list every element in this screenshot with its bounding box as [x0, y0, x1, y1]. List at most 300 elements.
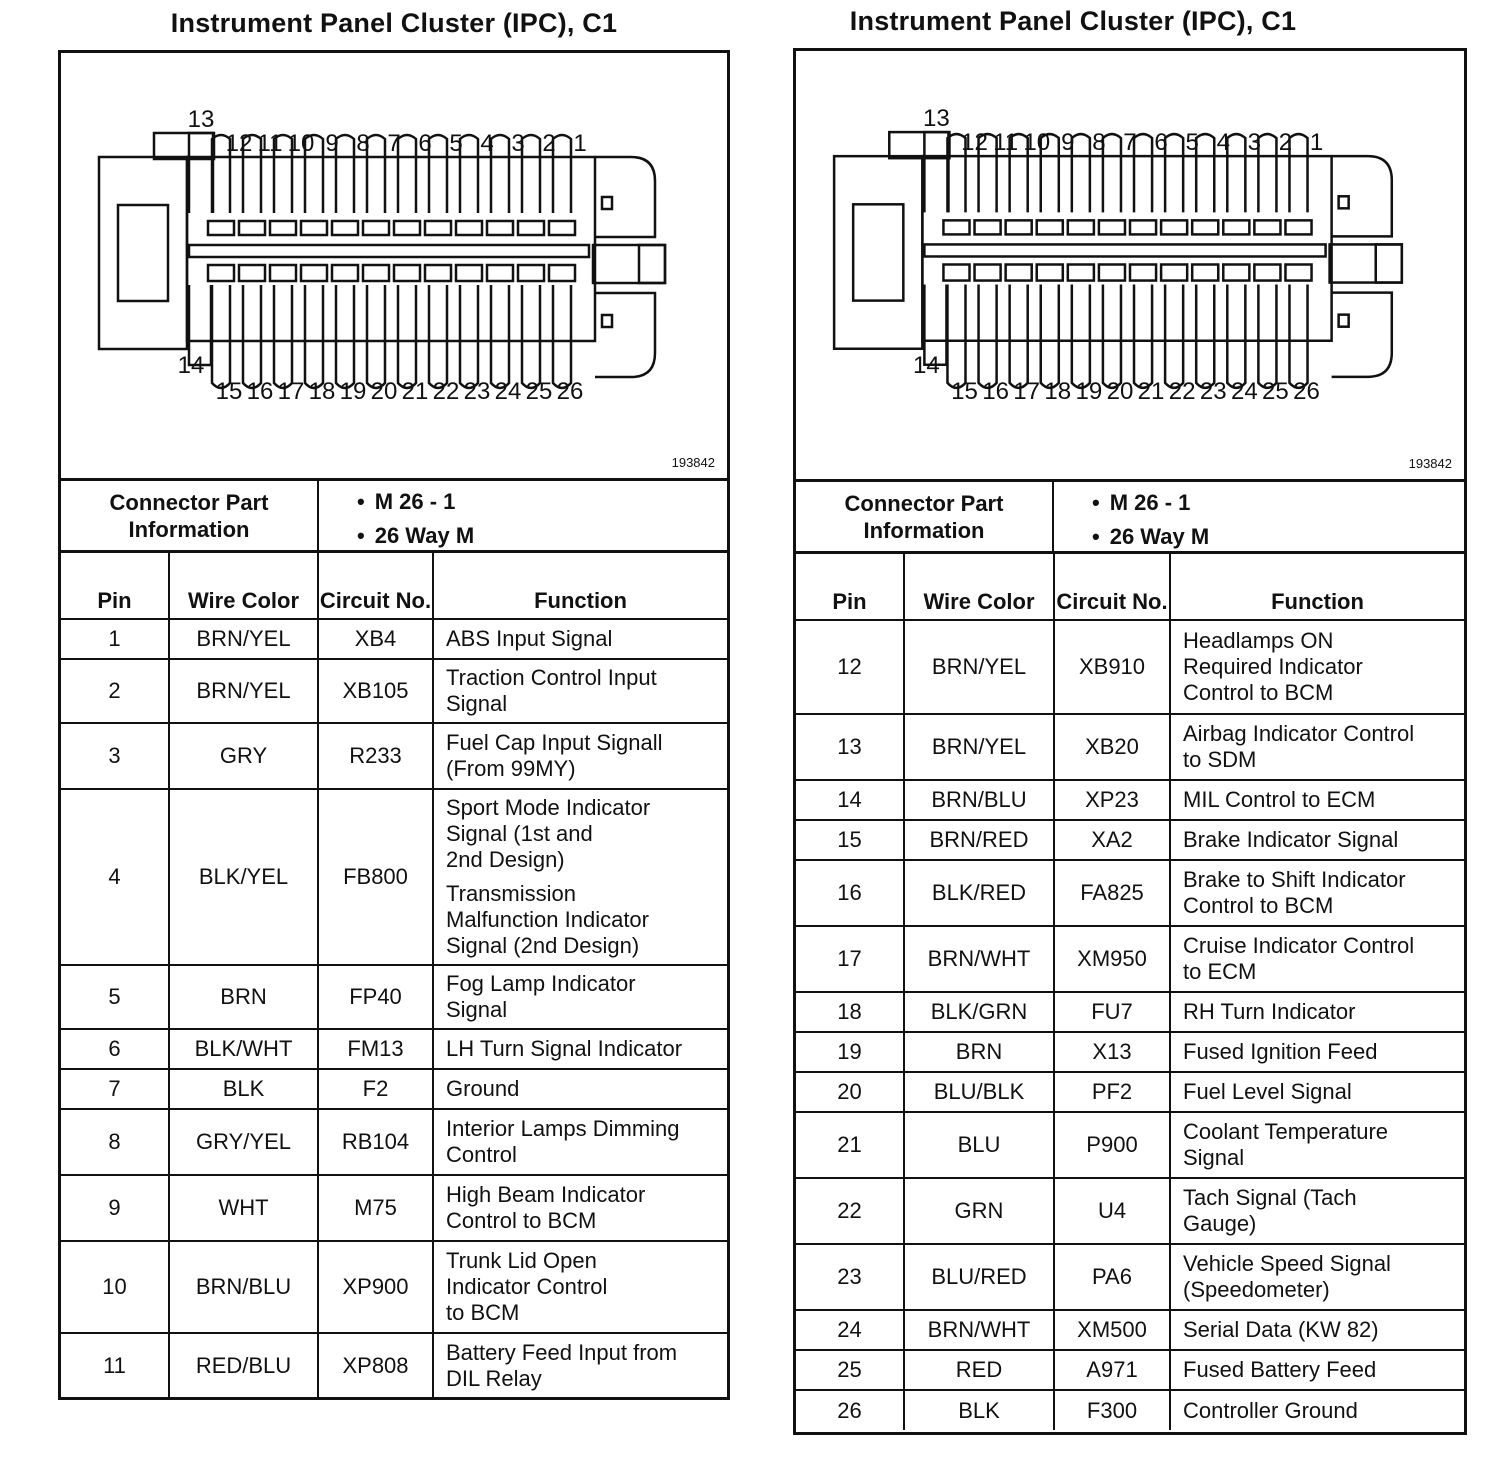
- pin-label-top: 10: [1023, 129, 1051, 157]
- terminal-bottom: [1258, 285, 1276, 388]
- wire-color-cell: BRN/WHT: [904, 926, 1054, 992]
- function-line: Serial Data (KW 82): [1183, 1317, 1379, 1342]
- wire-color-cell: GRY/YEL: [169, 1109, 318, 1175]
- circuit-cell: RB104: [318, 1109, 433, 1175]
- terminal-13: [189, 133, 213, 213]
- pin-cell: 2: [61, 659, 169, 723]
- circuit-cell: XB910: [1054, 620, 1170, 714]
- cavity-bottom: [1130, 264, 1156, 280]
- table-row: [61, 1333, 727, 1397]
- pin-label-13: 13: [923, 105, 950, 133]
- pin-label-bottom: 26: [556, 378, 584, 405]
- wire-color-cell: BRN/BLU: [169, 1241, 318, 1333]
- function-cell: [433, 619, 727, 659]
- wire-color-cell: BLK: [904, 1390, 1054, 1430]
- function-line: to BCM: [446, 1300, 520, 1325]
- function-line: MIL Control to ECM: [1183, 787, 1376, 812]
- pin-label-top: 5: [449, 130, 463, 157]
- header-circuit: Circuit No.: [1054, 554, 1170, 620]
- connector-info-row: [61, 481, 727, 553]
- function-line: 2nd Design): [446, 847, 565, 872]
- pin-cell: 1: [61, 619, 169, 659]
- circuit-cell: M75: [318, 1175, 433, 1241]
- wire-color-cell: BRN: [904, 1032, 1054, 1072]
- function-line: Fused Ignition Feed: [1183, 1039, 1378, 1064]
- header-wire-color: Wire Color: [169, 553, 318, 619]
- cavity-bottom: [456, 265, 482, 281]
- cavity-bottom: [1068, 264, 1094, 280]
- table-row: [796, 926, 1464, 992]
- function-cell: [1170, 1244, 1464, 1310]
- pin-cell: 15: [796, 820, 904, 860]
- circuit-cell: P900: [1054, 1112, 1170, 1178]
- pin-table: [61, 553, 727, 1397]
- terminal-bottom: [460, 285, 478, 388]
- wire-color-cell: BRN/RED: [904, 820, 1054, 860]
- housing-left: [99, 157, 187, 349]
- function-cell: [1170, 1112, 1464, 1178]
- function-line: Signal: [446, 997, 508, 1022]
- circuit-cell: PA6: [1054, 1244, 1170, 1310]
- wire-color-cell: BLK/YEL: [169, 789, 318, 965]
- function-line: Sport Mode Indicator: [446, 795, 651, 820]
- wire-color-cell: BRN/YEL: [169, 659, 318, 723]
- key-mark-bottom: [602, 315, 612, 327]
- wire-color-cell: BLU/RED: [904, 1244, 1054, 1310]
- wire-color-cell: BRN/BLU: [904, 780, 1054, 820]
- function-cell: [433, 1241, 727, 1333]
- cavity-bottom: [332, 265, 358, 281]
- header-pin: Pin: [796, 554, 904, 620]
- connector-diagram-area: [796, 51, 1464, 482]
- connector-info-label: Connector Part Information: [61, 481, 319, 550]
- terminal-top: [1072, 134, 1090, 212]
- cavity-bottom: [1161, 264, 1187, 280]
- hood-bottom: [1332, 293, 1392, 377]
- pin-label-top: 5: [1185, 129, 1199, 157]
- function-line: Gauge): [1183, 1211, 1257, 1236]
- pin-label-top: 7: [1123, 129, 1137, 157]
- pin-cell: 4: [61, 789, 169, 965]
- function-cell: [433, 1029, 727, 1069]
- pin-cell: 9: [61, 1175, 169, 1241]
- header-pin: Pin: [61, 553, 169, 619]
- wire-color-cell: RED: [904, 1350, 1054, 1390]
- terminal-bottom: [1010, 285, 1028, 388]
- pin-cell: 7: [61, 1069, 169, 1109]
- pin-label-top: 1: [1309, 129, 1324, 157]
- pin-table-body: [61, 619, 727, 1397]
- connector-type: • M 26 - 1: [1092, 486, 1209, 520]
- function-cell: [433, 723, 727, 789]
- function-line: RH Turn Indicator: [1183, 999, 1356, 1024]
- function-cell: [433, 965, 727, 1029]
- key-mark-top: [602, 197, 612, 209]
- terminal-bottom: [429, 285, 447, 388]
- cavity-bottom: [1037, 264, 1063, 280]
- key-tab: [639, 245, 665, 283]
- function-cell: [433, 789, 727, 965]
- function-line: Tach Signal (Tach: [1183, 1185, 1357, 1210]
- figure-id: 193842: [1408, 456, 1452, 471]
- cavity-top: [1099, 220, 1125, 234]
- pin-label-bottom: 16: [246, 378, 274, 405]
- terminal-top: [1134, 134, 1152, 212]
- terminal-top: [491, 135, 509, 213]
- circuit-cell: FB800: [318, 789, 433, 965]
- circuit-cell: XP808: [318, 1333, 433, 1397]
- connector-body: [99, 133, 665, 388]
- pin-cell: 14: [796, 780, 904, 820]
- pin-label-top: 11: [257, 130, 283, 157]
- circuit-cell: R233: [318, 723, 433, 789]
- cavity-top: [1285, 220, 1311, 234]
- table-row: [796, 1032, 1464, 1072]
- circuit-cell: PF2: [1054, 1072, 1170, 1112]
- wire-color-cell: BRN/WHT: [904, 1310, 1054, 1350]
- key-block: [1330, 244, 1402, 282]
- cavity-top: [487, 221, 513, 235]
- terminal-top: [1196, 134, 1214, 212]
- cavity-top: [394, 221, 420, 235]
- wire-color-cell: GRN: [904, 1178, 1054, 1244]
- connector-type: • M 26 - 1: [357, 485, 474, 519]
- table-row: [796, 1390, 1464, 1430]
- wire-color-cell: BRN/YEL: [169, 619, 318, 659]
- latch-tab: [154, 133, 214, 159]
- terminal-13: [924, 132, 948, 212]
- pin-cell: 23: [796, 1244, 904, 1310]
- cavity-bottom: [425, 265, 451, 281]
- terminal-top: [429, 135, 447, 213]
- function-cell: [1170, 1310, 1464, 1350]
- cavity-top: [1068, 220, 1094, 234]
- circuit-cell: XB4: [318, 619, 433, 659]
- function-cell: [1170, 1032, 1464, 1072]
- function-cell: [1170, 1072, 1464, 1112]
- wire-color-cell: BLK: [169, 1069, 318, 1109]
- circuit-cell: A971: [1054, 1350, 1170, 1390]
- table-row: [61, 1069, 727, 1109]
- cavity-bottom: [1285, 264, 1311, 280]
- terminal-top: [367, 135, 385, 213]
- terminal-bottom: [1103, 285, 1121, 388]
- pin-label-top: 7: [387, 130, 401, 157]
- function-line: Fused Battery Feed: [1183, 1357, 1377, 1382]
- cavity-bottom: [208, 265, 234, 281]
- wire-color-cell: RED/BLU: [169, 1333, 318, 1397]
- function-cell: [433, 1069, 727, 1109]
- function-cell: [1170, 1390, 1464, 1430]
- table-row: [61, 1109, 727, 1175]
- function-line: Airbag Indicator Control: [1183, 721, 1415, 746]
- function-line: to ECM: [1183, 959, 1257, 984]
- function-cell: [1170, 860, 1464, 926]
- header-circuit: Circuit No.: [318, 553, 433, 619]
- key-tab: [1376, 244, 1402, 282]
- table-row: [796, 1350, 1464, 1390]
- pin-label-bottom: 20: [1106, 377, 1134, 405]
- terminal-bottom: [1227, 285, 1245, 388]
- cavity-top: [270, 221, 296, 235]
- function-line: ABS Input Signal: [446, 626, 613, 651]
- function-line: Transmission: [446, 881, 576, 906]
- figure-id: 193842: [671, 455, 715, 470]
- connector-diagram-area: [61, 53, 727, 481]
- pin-label-top: 2: [542, 130, 556, 157]
- function-cell: [433, 659, 727, 723]
- connector-card: [793, 48, 1467, 1435]
- function-line: Battery Feed Input from: [446, 1339, 678, 1365]
- table-row: [61, 723, 727, 789]
- table-row: [61, 1175, 727, 1241]
- terminal-top: [1165, 134, 1183, 212]
- housing-window: [118, 205, 168, 301]
- function-cell: [1170, 620, 1464, 714]
- function-line: Coolant Temperature: [1183, 1119, 1389, 1144]
- table-row: [796, 992, 1464, 1032]
- pin-label-bottom: 20: [370, 378, 398, 405]
- function-line: Ground: [446, 1076, 520, 1101]
- terminal-top: [398, 135, 416, 213]
- table-row: [796, 780, 1464, 820]
- center-rail: [189, 245, 589, 257]
- terminal-bottom: [1072, 285, 1090, 388]
- hood-bottom: [595, 293, 655, 377]
- terminal-bottom: [243, 285, 261, 388]
- circuit-cell: XM950: [1054, 926, 1170, 992]
- function-line: Fuel Cap Input Signall: [446, 730, 663, 755]
- connector-ways: • 26 Way M: [1092, 520, 1209, 554]
- circuit-cell: XP900: [318, 1241, 433, 1333]
- function-line: Brake to Shift Indicator: [1183, 867, 1406, 892]
- function-line: Signal: [446, 691, 508, 716]
- function-cell: [1170, 714, 1464, 780]
- cavity-bottom: [549, 265, 575, 281]
- terminal-top: [553, 135, 571, 213]
- connector-shell: [922, 156, 1331, 341]
- right-panel: [793, 0, 1467, 1435]
- function-line: DIL Relay: [446, 1365, 542, 1391]
- function-line: Signal (2nd Design): [446, 933, 640, 958]
- wire-color-cell: BLK/GRN: [904, 992, 1054, 1032]
- function-cell: [1170, 1350, 1464, 1390]
- table-row: [796, 1112, 1464, 1178]
- table-row: [796, 820, 1464, 860]
- pin-label-top: 6: [418, 130, 432, 157]
- function-line: Control to BCM: [1183, 893, 1334, 918]
- cavity-top: [1223, 220, 1249, 234]
- function-line: Trunk Lid Open: [446, 1248, 597, 1273]
- panel-title: Instrument Panel Cluster (IPC), C1: [849, 6, 1297, 36]
- table-row: [796, 1178, 1464, 1244]
- connector-info-label: Connector Part Information: [796, 482, 1054, 551]
- center-rail: [924, 244, 1325, 256]
- cavity-top: [456, 221, 482, 235]
- terminal-bottom: [212, 285, 230, 388]
- pin-cell: 3: [61, 723, 169, 789]
- key-mark-top: [1339, 196, 1349, 208]
- terminal-bottom: [1134, 285, 1152, 388]
- header-function: Function: [1170, 554, 1464, 620]
- housing-window: [853, 204, 903, 300]
- circuit-cell: X13: [1054, 1032, 1170, 1072]
- pin-label-14: 14: [913, 351, 940, 379]
- cavity-top: [943, 220, 969, 234]
- pin-label-bottom: 22: [432, 378, 460, 405]
- cavity-bottom: [518, 265, 544, 281]
- cavity-top: [1254, 220, 1280, 234]
- cavity-top: [1037, 220, 1063, 234]
- pin-cell: 16: [796, 860, 904, 926]
- table-row: [61, 619, 727, 659]
- pin-label-bottom: 21: [401, 378, 429, 405]
- wire-color-cell: WHT: [169, 1175, 318, 1241]
- terminal-bottom: [305, 285, 323, 388]
- pin-label-top: 10: [287, 130, 315, 157]
- connector-diagram: [796, 51, 1464, 479]
- pin-cell: 19: [796, 1032, 904, 1072]
- pin-cell: 8: [61, 1109, 169, 1175]
- wire-color-cell: BLU: [904, 1112, 1054, 1178]
- pin-cell: 6: [61, 1029, 169, 1069]
- function-line: Controller Ground: [1183, 1397, 1358, 1423]
- cavity-top: [239, 221, 265, 235]
- connector-diagram: [61, 53, 727, 478]
- function-line: Signal (1st and: [446, 821, 593, 846]
- cavity-top: [1192, 220, 1218, 234]
- pin-label-bottom: 15: [215, 378, 243, 405]
- pin-label-top: 8: [1092, 129, 1106, 157]
- pin-label-bottom: 18: [308, 378, 336, 405]
- function-line: Traction Control Input: [446, 665, 657, 690]
- pin-label-bottom: 18: [1044, 377, 1072, 405]
- circuit-cell: FU7: [1054, 992, 1170, 1032]
- table-row: [61, 1241, 727, 1333]
- terminal-top: [460, 135, 478, 213]
- terminal-bottom: [398, 285, 416, 388]
- circuit-cell: FP40: [318, 965, 433, 1029]
- function-cell: [1170, 1178, 1464, 1244]
- panel-title: Instrument Panel Cluster (IPC), C1: [170, 8, 618, 38]
- wire-color-cell: BLK/RED: [904, 860, 1054, 926]
- function-line: Control to BCM: [446, 1208, 597, 1233]
- pin-label-top: 12: [961, 129, 988, 157]
- cavity-top: [363, 221, 389, 235]
- pin-label-bottom: 24: [1230, 377, 1258, 405]
- terminal-bottom: [1289, 285, 1307, 388]
- function-cell: [433, 1333, 727, 1397]
- table-row: [61, 965, 727, 1029]
- function-line: Required Indicator: [1183, 654, 1363, 679]
- pin-label-top: 9: [1061, 129, 1075, 157]
- function-cell: [1170, 780, 1464, 820]
- pin-label-bottom: 15: [951, 377, 978, 405]
- circuit-cell: XM500: [1054, 1310, 1170, 1350]
- table-row: [796, 714, 1464, 780]
- circuit-cell: FM13: [318, 1029, 433, 1069]
- connector-info-list: [1092, 486, 1209, 554]
- pin-label-bottom: 21: [1137, 377, 1165, 405]
- pin-label-top: 2: [1278, 129, 1293, 157]
- pin-label-bottom: 16: [982, 377, 1009, 405]
- table-row: [796, 1072, 1464, 1112]
- terminal-bottom: [491, 285, 509, 388]
- wire-color-cell: BLK/WHT: [169, 1029, 318, 1069]
- pin-cell: 17: [796, 926, 904, 992]
- circuit-cell: F300: [1054, 1390, 1170, 1430]
- pin-cell: 24: [796, 1310, 904, 1350]
- cavity-bottom: [1099, 264, 1125, 280]
- pin-label-bottom: 17: [277, 378, 305, 405]
- function-line: to SDM: [1183, 747, 1257, 772]
- function-cell: [1170, 992, 1464, 1032]
- circuit-cell: F2: [318, 1069, 433, 1109]
- pin-label-bottom: 26: [1293, 377, 1320, 405]
- cavity-bottom: [270, 265, 296, 281]
- function-line: Interior Lamps Dimming: [446, 1116, 680, 1141]
- connector-card: [58, 50, 730, 1400]
- cavity-bottom: [1192, 264, 1218, 280]
- connector-shell: [187, 157, 595, 341]
- function-line: Fog Lamp Indicator: [446, 971, 636, 996]
- function-line: (From 99MY): [446, 756, 576, 781]
- circuit-cell: XB105: [318, 659, 433, 723]
- pin-cell: 25: [796, 1350, 904, 1390]
- pin-table: [796, 554, 1464, 1430]
- circuit-cell: U4: [1054, 1178, 1170, 1244]
- pin-label-bottom: 25: [1262, 377, 1289, 405]
- pin-label-14: 14: [177, 352, 205, 379]
- pin-table-body: [796, 620, 1464, 1430]
- terminal-top: [336, 135, 354, 213]
- table-row: [61, 659, 727, 723]
- terminal-bottom: [1041, 285, 1059, 388]
- pin-label-top: 8: [356, 130, 370, 157]
- function-cell: [433, 1175, 727, 1241]
- cavity-top: [518, 221, 544, 235]
- pin-cell: 22: [796, 1178, 904, 1244]
- pin-cell: 21: [796, 1112, 904, 1178]
- pin-label-13: 13: [187, 106, 215, 133]
- cavity-bottom: [239, 265, 265, 281]
- cavity-top: [549, 221, 575, 235]
- pin-label-top: 3: [511, 130, 525, 157]
- pin-label-bottom: 23: [463, 378, 491, 405]
- wire-color-cell: BRN/YEL: [904, 714, 1054, 780]
- left-panel: [58, 0, 730, 1400]
- pin-label-top: 12: [225, 130, 253, 157]
- pin-label-bottom: 24: [494, 378, 522, 405]
- function-line: Headlamps ON: [1183, 628, 1334, 653]
- connector-ways: • 26 Way M: [357, 519, 474, 553]
- pin-label-bottom: 17: [1013, 377, 1041, 405]
- pin-cell: 5: [61, 965, 169, 1029]
- cavity-top: [1006, 220, 1032, 234]
- table-row: [796, 1310, 1464, 1350]
- wire-color-cell: BLU/BLK: [904, 1072, 1054, 1112]
- pin-cell: 10: [61, 1241, 169, 1333]
- latch-tab: [889, 132, 949, 158]
- pin-label-top: 1: [573, 130, 587, 157]
- pin-label-top: 6: [1154, 129, 1168, 157]
- pin-label-top: 3: [1247, 129, 1262, 157]
- function-line: Control: [446, 1142, 517, 1167]
- cavity-bottom: [1223, 264, 1249, 280]
- function-line: Control to BCM: [1183, 680, 1334, 705]
- function-line: Malfunction Indicator: [446, 907, 649, 932]
- pin-cell: 12: [796, 620, 904, 714]
